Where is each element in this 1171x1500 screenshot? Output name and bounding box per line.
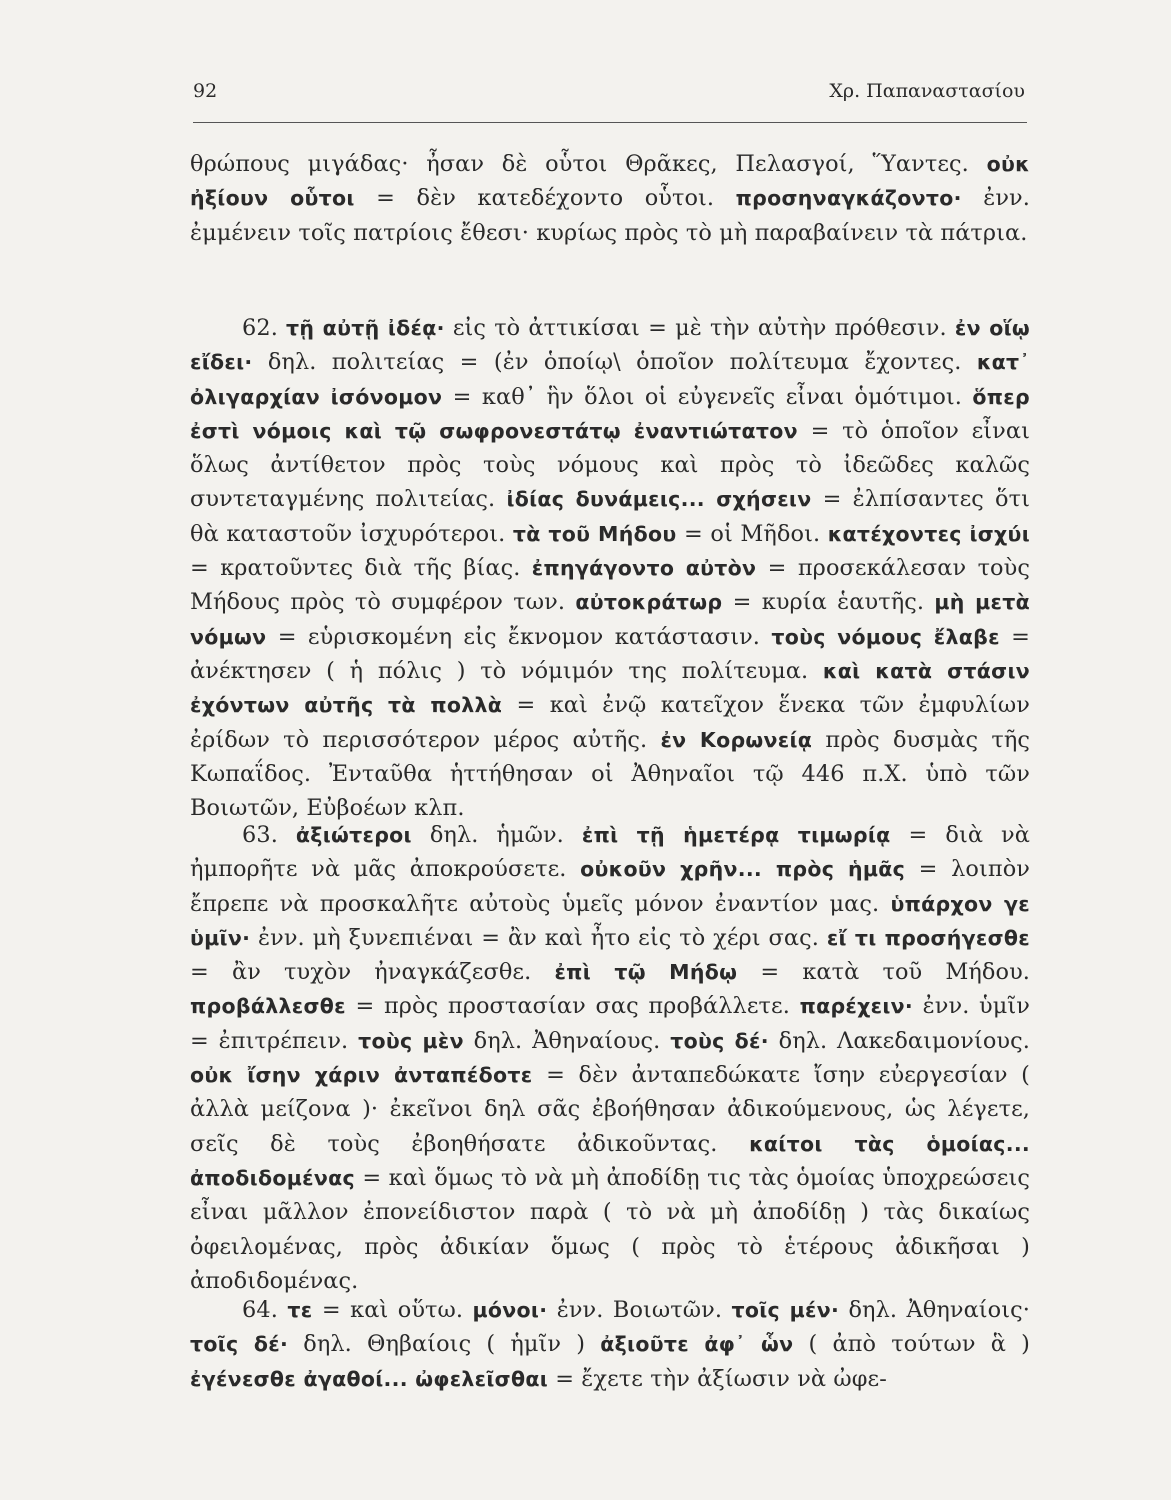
lemma-term: ἀξιοῦτε ἀφ᾽ ὧν bbox=[600, 1332, 794, 1357]
lemma-term: ἐν Κορωνείᾳ bbox=[660, 727, 813, 752]
lemma-term: κατ᾽ ὀλιγαρχίαν ἰσόνομον bbox=[190, 350, 1030, 409]
paragraph-continuation bbox=[190, 147, 1030, 250]
lemma-term: ἐπηγάγοντο αὐτὸν bbox=[531, 556, 757, 581]
gloss-text: ἐνν. ὑμῖν = ἐπιτρέπειν. bbox=[190, 993, 1030, 1054]
header-rule bbox=[193, 122, 1027, 123]
gloss-text: ἐνν. μὴ ξυνεπιέναι = ἂν καὶ ἦτο εἰς τὸ χέρι σας. bbox=[250, 924, 827, 951]
gloss-text: 62. bbox=[242, 315, 287, 341]
lemma-term: τοῖς δέ· bbox=[190, 1332, 289, 1357]
lemma-term: εἴ τι προσήγεσθε bbox=[826, 925, 1030, 950]
paragraph-63 bbox=[190, 818, 1030, 1298]
gloss-text: = κατὰ τοῦ Μήδου. bbox=[737, 959, 1030, 986]
gloss-text: = δὲν κατεδέχοντο οὗτοι. bbox=[354, 185, 736, 212]
paragraph-64 bbox=[190, 1293, 1030, 1396]
gloss-text: εἰς τὸ ἀττικίσαι = μὲ τὴν αὐτὴν πρόθεσιν. bbox=[444, 315, 955, 341]
lemma-term: μόνοι· bbox=[472, 1298, 548, 1322]
gloss-text: ( ἀπὸ τούτων ἃ ) bbox=[793, 1331, 1030, 1358]
gloss-text: = ἀνέκτησεν ( ἡ πόλις ) τὸ νόμιμόν της πολίτευμα. bbox=[190, 623, 1030, 684]
lemma-term: ἐν οἵῳ εἴδει· bbox=[190, 316, 1030, 375]
running-header bbox=[193, 80, 1025, 102]
lemma-term: καὶ κατὰ στάσιν ἐχόντων αὐτῆς τὰ πολλὰ bbox=[190, 658, 1030, 718]
lemma-term: οὐκ ἠξίουν οὗτοι bbox=[190, 152, 1030, 211]
gloss-text: 63. bbox=[242, 822, 296, 848]
gloss-text: δηλ. Λακεδαιμονίους. bbox=[768, 1027, 1030, 1054]
gloss-text: = ἂν τυχὸν ἠναγκάζεσθε. bbox=[190, 959, 555, 986]
paragraph-62 bbox=[190, 311, 1030, 825]
running-title: Χρ. Παπαναστασίου bbox=[829, 80, 1025, 102]
gloss-text: = ἐλπίσαντες ὅτι θὰ καταστοῦν ἰσχυρότεροι. bbox=[190, 486, 1031, 547]
lemma-term: προβάλλεσθε bbox=[190, 994, 346, 1019]
lemma-term: ἐπὶ τῷ Μήδῳ bbox=[554, 960, 738, 985]
lemma-term: τε bbox=[287, 1298, 313, 1322]
page-number: 92 bbox=[193, 80, 218, 102]
lemma-term: τῇ αὐτῇ ἰδέᾳ· bbox=[286, 316, 445, 340]
lemma-term: οὐκ ἴσην χάριν ἀνταπέδοτε bbox=[190, 1063, 533, 1088]
lemma-term: τοῖς μέν· bbox=[731, 1298, 840, 1322]
lemma-term: ἰδίας δυνάμεις... σχήσειν bbox=[506, 487, 812, 512]
lemma-term: τοὺς μὲν bbox=[358, 1028, 464, 1053]
lemma-term: ἀξιώτεροι bbox=[295, 823, 412, 847]
lemma-term: καίτοι τὰς ὁμοίας... ἀποδιδομένας bbox=[190, 1131, 1030, 1190]
gloss-text: δηλ. ἡμῶν. bbox=[411, 822, 582, 848]
gloss-text: = ἔχετε τὴν ἀξίωσιν νὰ ὠφε- bbox=[548, 1365, 887, 1392]
gloss-text: = λοιπὸν ἔπρεπε νὰ προσκαλῆτε αὐτοὺς ὑμεῖς μόνον ἐναντίον μας. bbox=[190, 856, 1030, 917]
lemma-term: κατέχοντες ἰσχύι bbox=[827, 521, 1030, 546]
gloss-text: = καὶ οὕτω. bbox=[312, 1297, 473, 1323]
gloss-text: δηλ. Ἀθηναίους. bbox=[463, 1027, 671, 1054]
gloss-text: δηλ. πολιτείας = (ἐν ὁποίῳ\ ὁποῖον πολίτευμα ἔχοντες. bbox=[252, 349, 977, 376]
gloss-text: = καὶ ἐνῷ κατεῖχον ἕνεκα τῶν ἐμφυλίων ἐρίδων τὸ περισσότερον μέρος αὐτῆς. bbox=[190, 692, 1030, 753]
lemma-term: τὰ τοῦ Μήδου bbox=[512, 521, 677, 546]
lemma-term: ἐπὶ τῇ ἡμετέρᾳ τιμωρίᾳ bbox=[581, 823, 891, 847]
lemma-term: ὑπάρχον γε ὑμῖν· bbox=[190, 891, 1030, 950]
lemma-term: τοὺς νόμους ἔλαβε bbox=[771, 624, 1000, 649]
gloss-text: δηλ. Ἀθηναίοις· bbox=[839, 1297, 1030, 1323]
gloss-text: = προσεκάλεσαν τοὺς Μήδους πρὸς τὸ συμφέρον των. bbox=[190, 555, 1030, 616]
gloss-text: = εὑρισκομένη εἰς ἔκνομον κατάστασιν. bbox=[266, 623, 772, 650]
gloss-text: = καὶ ὅμως τὸ νὰ μὴ ἀποδίδῃ τις τὰς ὁμοίας ὑποχρεώσεις εἶναι μᾶλλον ἐπονείδιστον παρὰ ( τὸ νὰ μὴ ἀποδίδῃ ) τὰς δικαίως ὀφειλομένας, πρὸς ἀδικίαν ὅμως ( πρὸς τὸ ἑτέρους ἀδικῆσαι ) ἀποδιδομένας. bbox=[190, 1164, 1030, 1294]
gloss-text: θρώπους μιγάδας· ἦσαν δὲ οὗτοι Θρᾶκες, Πελασγοί, Ὕαντες. bbox=[190, 151, 987, 177]
lemma-term: παρέχειν· bbox=[799, 994, 914, 1019]
gloss-text: = κρατοῦντες διὰ τῆς βίας. bbox=[190, 555, 532, 582]
lemma-term: αὐτοκράτωρ bbox=[575, 590, 723, 615]
gloss-text: = καθ᾽ ἣν ὅλοι οἱ εὐγενεῖς εἶναι ὁμότιμοι. bbox=[442, 383, 973, 410]
gloss-text: = δὲν ἀνταπεδώκατε ἴσην εὐεργεσίαν ( ἀλλὰ μείζονα )· ἐκεῖνοι δηλ σᾶς ἐβοήθησαν ἀδικούμενους, ὡς λέγετε, σεῖς δὲ τοὺς ἐβοηθήσατε ἀδικοῦντας. bbox=[190, 1062, 1030, 1157]
gloss-text: = πρὸς προστασίαν σας προβάλλετε. bbox=[345, 993, 800, 1020]
lemma-term: ἐγένεσθε ἀγαθοί... ὠφελεῖσθαι bbox=[190, 1366, 549, 1391]
lemma-term: τοὺς δέ· bbox=[670, 1028, 769, 1053]
lemma-term: οὐκοῦν χρῆν... πρὸς ἡμᾶς bbox=[580, 857, 906, 882]
lemma-term: προσηναγκάζοντο· bbox=[735, 186, 962, 211]
gloss-text: = διὰ νὰ ἠμπορῆτε νὰ μᾶς ἀποκρούσετε. bbox=[190, 822, 1030, 883]
gloss-text: = οἱ Μῆδοι. bbox=[676, 520, 828, 547]
gloss-text: δηλ. Θηβαίοις ( ἡμῖν ) bbox=[288, 1331, 601, 1358]
lemma-term: ὅπερ ἐστὶ νόμοις καὶ τῷ σωφρονεστάτῳ ἐναντιώτατον bbox=[190, 384, 1030, 443]
gloss-text: πρὸς δυσμὰς τῆς Κωπαΐδος. Ἐνταῦθα ἡττήθησαν οἱ Ἀθηναῖοι τῷ 446 π.Χ. ὑπὸ τῶν Βοιωτῶν, Εὐβοέων κλπ. bbox=[190, 726, 1030, 822]
gloss-text: = κυρία ἑαυτῆς. bbox=[722, 589, 935, 616]
gloss-text: ἐνν. ἐμμένειν τοῖς πατρίοις ἔθεσι· κυρίως πρὸς τὸ μὴ παραβαίνειν τὰ πάτρια. bbox=[190, 185, 1030, 246]
gloss-text: 64. bbox=[242, 1297, 288, 1323]
gloss-text: ἐνν. Βοιωτῶν. bbox=[547, 1297, 732, 1323]
gloss-text: = τὸ ὁποῖον εἶναι ὅλως ἀντίθετον πρὸς τοὺς νόμους καὶ πρὸς τὸ ἰδεῶδες καλῶς συντεταγμένης πολιτείας. bbox=[190, 417, 1030, 513]
lemma-term: μὴ μετὰ νόμων bbox=[190, 590, 1030, 649]
